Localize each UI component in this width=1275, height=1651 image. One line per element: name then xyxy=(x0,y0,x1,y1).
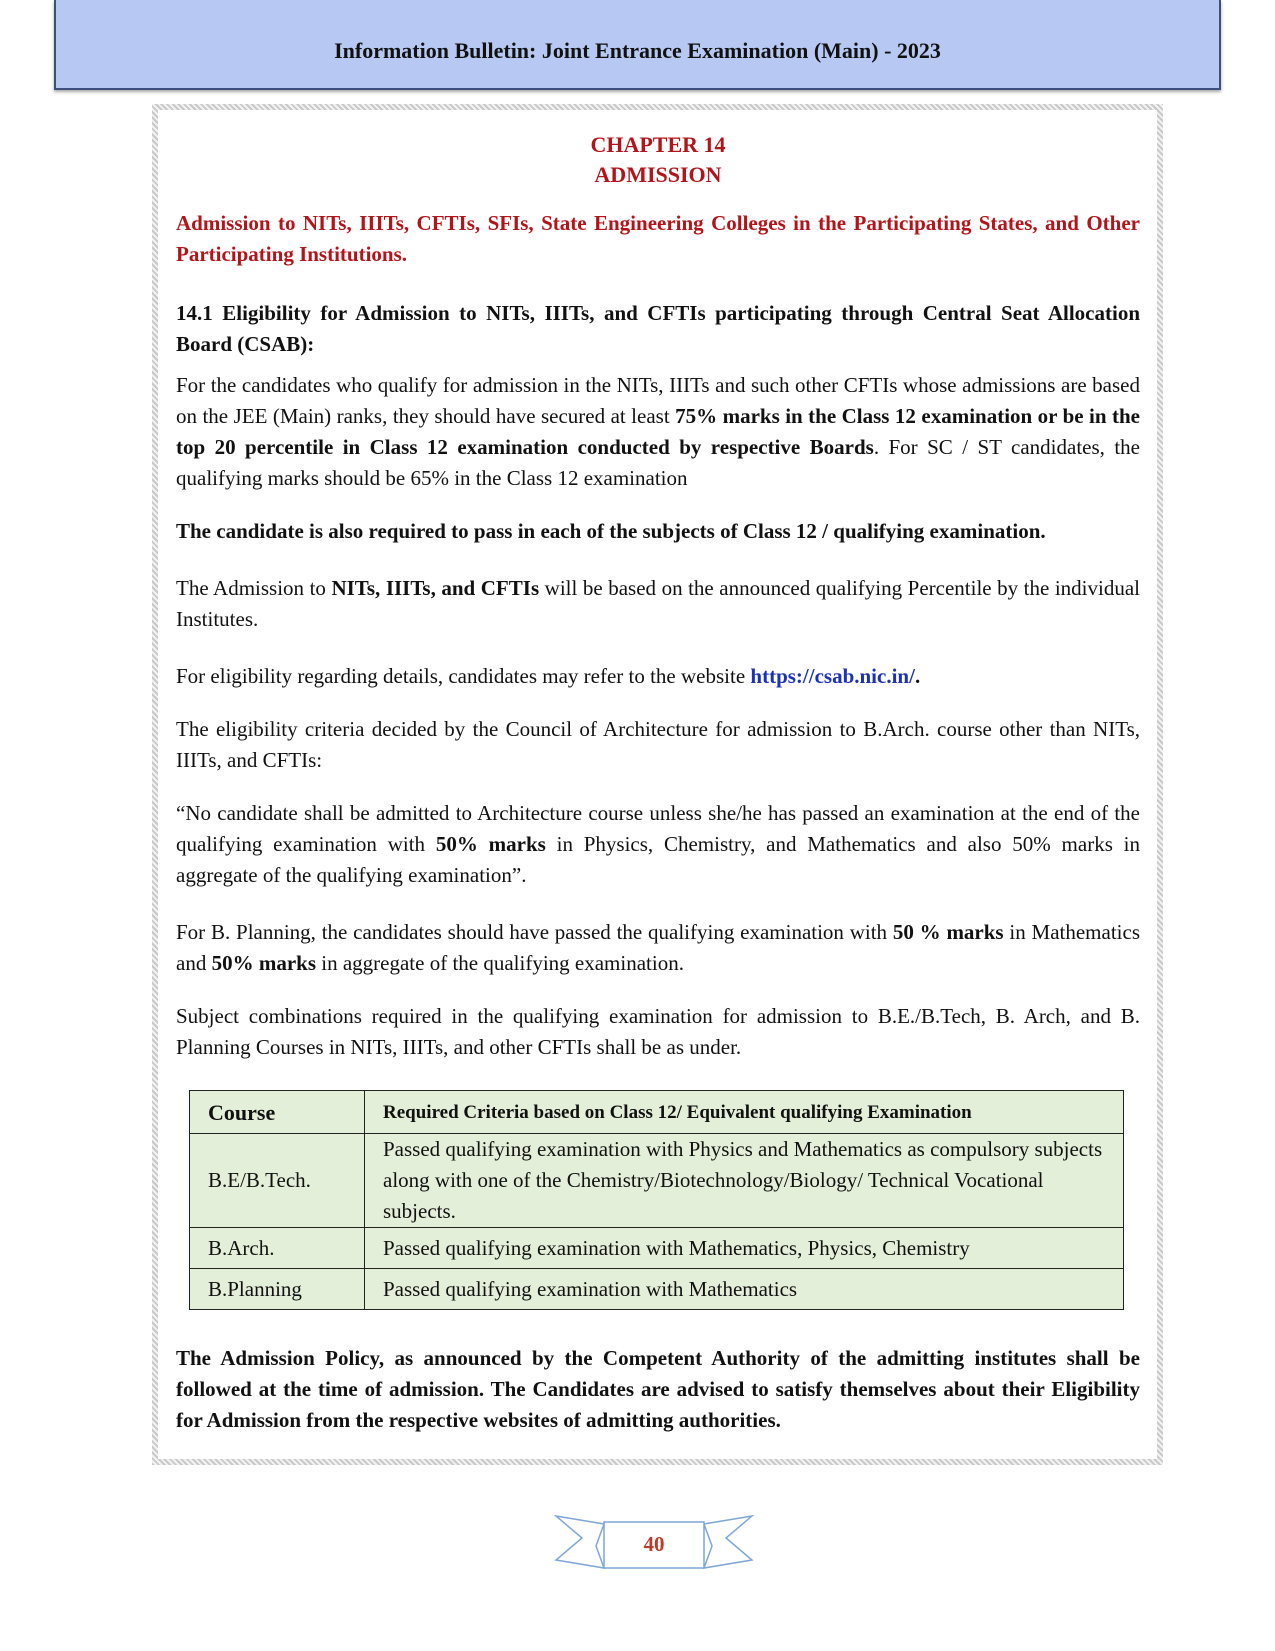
table-header-criteria: Required Criteria based on Class 12/ Equivalent qualifying Examination xyxy=(365,1091,1124,1134)
table-cell-course: B.E/B.Tech. xyxy=(190,1134,365,1228)
page-content xyxy=(176,130,1140,1063)
table-cell-criteria: Passed qualifying examination with Mathematics xyxy=(365,1269,1124,1310)
table-header-course: Course xyxy=(190,1091,365,1134)
criteria-table xyxy=(189,1090,1124,1310)
csab-link[interactable]: https://csab.nic.in/ xyxy=(750,664,915,688)
table-cell-course: B.Arch. xyxy=(190,1228,365,1269)
paragraph-marks-requirement: For the candidates who qualify for admission in the NITs, IIITs and such other CFTIs whose admissions are based on the JEE (Main) ranks, they should have secured at least 75% marks in the Class 12 examination or be in the top 20 percentile in Class 12 examination conducted by respective Boards. For SC / ST candidates, the qualifying marks should be 65% in the Class 12 examination xyxy=(176,373,1140,490)
table-cell-criteria: Passed qualifying examination with Physics and Mathematics as compulsory subjects along with one of the Chemistry/Biotechnology/Biology/ Technical Vocational subjects. xyxy=(365,1134,1124,1228)
header-band xyxy=(54,0,1221,90)
chapter-number: CHAPTER 14 xyxy=(590,132,726,157)
table-cell-course: B.Planning xyxy=(190,1269,365,1310)
paragraph-pass-subjects: The candidate is also required to pass in each of the subjects of Class 12 / qualifying examination. xyxy=(176,519,1046,543)
table-row xyxy=(190,1269,1124,1310)
admission-policy-note: The Admission Policy, as announced by the Competent Authority of the admitting institutes shall be followed at the time of admission. The Candidates are advised to satisfy themselves about their Eligibility for Admission from the respective websites of admitting authorities. xyxy=(176,1346,1140,1432)
paragraph-coa-criteria: The eligibility criteria decided by the Council of Architecture for admission to B.Arch. course other than NITs, IIITs, and CFTIs: xyxy=(176,717,1140,772)
page-number: 40 xyxy=(643,1532,665,1556)
paragraph-planning: For B. Planning, the candidates should have passed the qualifying examination with 50 % marks in Mathematics and 50% marks in aggregate of the qualifying examination. xyxy=(176,920,1140,975)
table-cell-criteria: Passed qualifying examination with Mathematics, Physics, Chemistry xyxy=(365,1228,1124,1269)
paragraph-percentile: The Admission to NITs, IIITs, and CFTIs will be based on the announced qualifying Percentile by the individual Institutes. xyxy=(176,576,1141,631)
paragraph-website: For eligibility regarding details, candidates may refer to the website https://csab.nic.in/. xyxy=(176,664,921,688)
intro-heading: Admission to NITs, IIITs, CFTIs, SFIs, State Engineering Colleges in the Participating States, and Other Participating Institutions. xyxy=(176,211,1140,266)
table-row xyxy=(190,1228,1124,1269)
paragraph-architecture-quote: “No candidate shall be admitted to Architecture course unless she/he has passed an examination at the end of the qualifying examination with 50% marks in Physics, Chemistry, and Mathematics and also 50% marks in aggregate of the qualifying examination”. xyxy=(176,801,1141,887)
bulletin-title: Information Bulletin: Joint Entrance Examination (Main) - 2023 xyxy=(334,38,941,63)
section-heading: 14.1 Eligibility for Admission to NITs, IIITs, and CFTIs participating through Central Seat Allocation Board (CSAB): xyxy=(176,301,1140,356)
chapter-title: ADMISSION xyxy=(594,162,722,187)
table-row xyxy=(190,1134,1124,1228)
table-header-row xyxy=(190,1091,1124,1134)
paragraph-subject-combinations: Subject combinations required in the qualifying examination for admission to B.E./B.Tech, B. Arch, and B. Planning Courses in NITs, IIITs, and other CFTIs shall be as under. xyxy=(176,1004,1140,1059)
